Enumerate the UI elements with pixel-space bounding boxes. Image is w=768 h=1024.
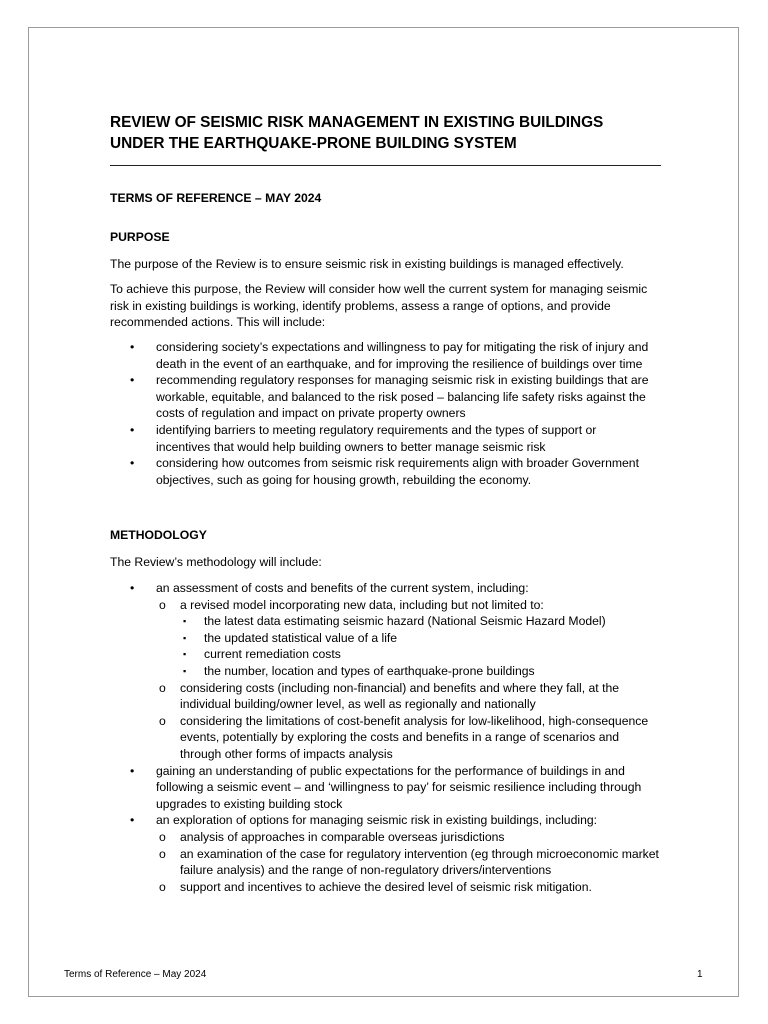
purpose-bullet-list <box>110 339 650 488</box>
methodology-list <box>110 580 662 895</box>
methodology-intro: The Review’s methodology will include: <box>110 555 322 569</box>
point-text: the number, location and types of earthquake-prone buildings <box>204 663 535 678</box>
document-page <box>28 27 739 997</box>
sub-item-text: analysis of approaches in comparable overseas jurisdictions <box>180 829 505 844</box>
footer-text: Terms of Reference – May 2024 <box>64 969 207 980</box>
square-bullet-icon: ▪ <box>183 616 187 627</box>
bullet-text: identifying barriers to meeting regulatory requirements and the types of support or incentives that would help building owners to better manage seismic risk <box>156 422 597 454</box>
bullet-text: recommending regulatory responses for managing seismic risk in existing buildings that are workable, equitable, and balanced to the risk posed – balancing life safety risks against the costs of regulation and impact on private property owners <box>156 373 649 421</box>
page-number: 1 <box>697 969 703 980</box>
sub-list <box>156 829 662 895</box>
bullet-icon: • <box>130 340 135 354</box>
list-item <box>110 580 662 763</box>
list-item <box>156 713 662 763</box>
circle-bullet-icon: o <box>159 713 166 728</box>
list-item <box>156 680 662 713</box>
list-item <box>110 339 650 372</box>
circle-bullet-icon: o <box>159 829 166 844</box>
bullet-text: considering how outcomes from seismic risk requirements align with broader Government objectives, such as going for housing growth, rebuilding the economy. <box>156 456 639 487</box>
title-divider <box>110 165 661 166</box>
sub-sub-list <box>180 613 662 679</box>
circle-bullet-icon: o <box>159 879 166 894</box>
sub-item-text: a revised model incorporating new data, including but not limited to: <box>180 597 544 612</box>
bullet-icon: • <box>130 422 135 437</box>
square-bullet-icon: ▪ <box>183 649 187 660</box>
bullet-icon: • <box>130 456 135 471</box>
sub-item-text: an examination of the case for regulatory intervention (eg through microeconomic market failure analysis) and the range of non-regulatory drivers/interventions <box>180 846 659 878</box>
circle-bullet-icon: o <box>159 597 166 612</box>
title-line-1: REVIEW OF SEISMIC RISK MANAGEMENT IN EXISTING BUILDINGS <box>110 114 604 131</box>
bullet-icon: • <box>130 763 135 778</box>
square-bullet-icon: ▪ <box>183 665 187 676</box>
list-item <box>110 455 650 488</box>
sub-list <box>156 597 662 763</box>
list-item <box>180 630 662 647</box>
purpose-paragraph-2: To achieve this purpose, the Review will consider how well the current system for managing seismic risk in existing buildings is working, identify problems, assess a range of options, and provide recommended actions. This will include: <box>110 282 648 330</box>
title-line-2: UNDER THE EARTHQUAKE-PRONE BUILDING SYSTEM <box>110 135 517 152</box>
bullet-icon: • <box>130 581 135 595</box>
list-item <box>110 763 662 813</box>
terms-subtitle: TERMS OF REFERENCE – MAY 2024 <box>110 191 322 205</box>
methodology-item-2: gaining an understanding of public expectations for the performance of buildings in and following a seismic event – and ‘willingness to pay’ for seismic resilience including through upgrades to existing building stock <box>156 763 642 811</box>
point-text: the latest data estimating seismic hazard (National Seismic Hazard Model) <box>204 614 606 629</box>
list-item <box>180 613 662 630</box>
title-block <box>110 112 662 154</box>
sub-item-text: considering costs (including non-financial) and benefits and where they fall, at the individual building/owner level, as well as regionally and nationally <box>180 680 620 712</box>
document-title <box>110 112 662 154</box>
circle-bullet-icon: o <box>159 846 166 861</box>
list-item <box>180 663 662 680</box>
list-item <box>156 597 662 680</box>
square-bullet-icon: ▪ <box>183 632 187 643</box>
bullet-icon: • <box>130 813 135 828</box>
list-item <box>110 422 650 455</box>
list-item <box>180 646 662 663</box>
circle-bullet-icon: o <box>159 680 166 695</box>
bullet-icon: • <box>130 373 135 388</box>
methodology-item-3: an exploration of options for managing seismic risk in existing buildings, including: <box>156 813 598 828</box>
purpose-heading: PURPOSE <box>110 230 170 244</box>
point-text: the updated statistical value of a life <box>204 630 398 645</box>
methodology-item-1: an assessment of costs and benefits of the current system, including: <box>156 581 529 595</box>
list-item <box>156 829 662 846</box>
list-item <box>156 846 662 879</box>
list-item <box>156 879 662 896</box>
sub-item-text: support and incentives to achieve the desired level of seismic risk mitigation. <box>180 879 592 894</box>
list-item <box>110 812 662 895</box>
bullet-text: considering society’s expectations and willingness to pay for mitigating the risk of injury and death in the event of an earthquake, and for improving the resilience of buildings over time <box>156 340 649 371</box>
purpose-paragraph-1: The purpose of the Review is to ensure seismic risk in existing buildings is managed effectively. <box>110 257 624 271</box>
point-text: current remediation costs <box>204 647 341 662</box>
list-item <box>110 372 650 422</box>
sub-item-text: considering the limitations of cost-benefit analysis for low-likelihood, high-consequence events, potentially by exploring the costs and benefits in a range of scenarios and through other forms of impacts analysis <box>180 713 649 761</box>
methodology-heading: METHODOLOGY <box>110 528 207 542</box>
